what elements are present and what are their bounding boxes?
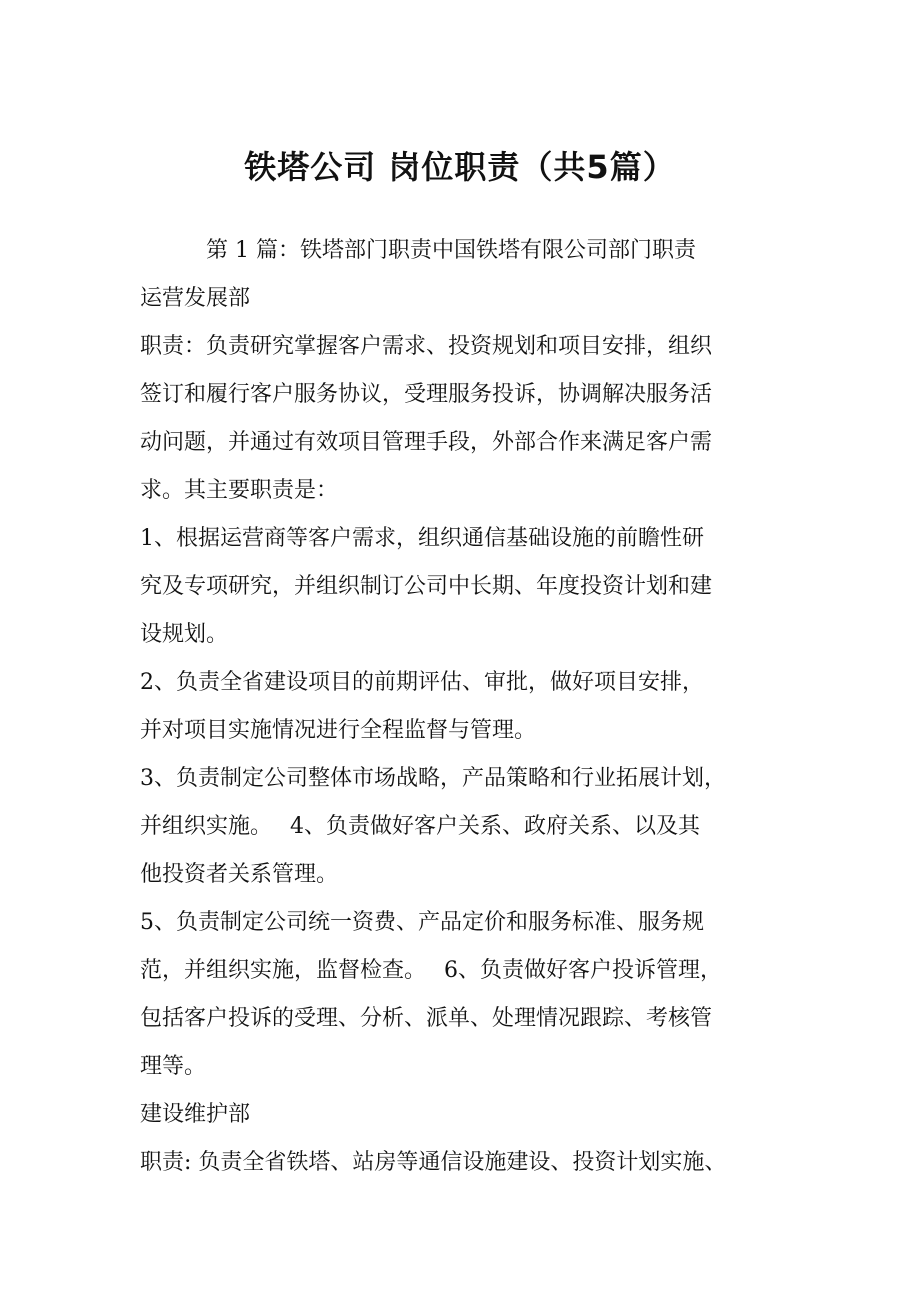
document-body: [140, 227, 805, 1187]
department-name: 运营发展部: [140, 286, 251, 311]
text-line: 动问题，并通过有效项目管理手段，外部合作来满足客户需: [140, 430, 713, 455]
text-line: 究及专项研究，并组织制订公司中长期、年度投资计划和建: [140, 574, 713, 599]
text-line: 求。其主要职责是：: [140, 478, 339, 503]
text-line: 3、负责制定公司整体市场战略，产品策略和行业拓展计划，: [140, 766, 726, 791]
text-line: 职责: 负责全省铁塔、站房等通信设施建设、投资计划实施、: [140, 1150, 727, 1175]
text-line: 签订和履行客户服务协议，受理服务投诉，协调解决服务活: [140, 382, 713, 407]
text-line: 并对项目实施情况进行全程监督与管理。: [140, 718, 537, 743]
text-line: 并组织实施。 4、负责做好客户关系、政府关系、以及其: [140, 814, 700, 839]
text-line: 范，并组织实施，监督检查。 6、负责做好客户投诉管理，: [140, 958, 722, 983]
text-line: 包括客户投诉的受理、分析、派单、处理情况跟踪、考核管: [140, 1006, 713, 1031]
text-line: 他投资者关系管理。: [140, 862, 339, 887]
text-line: 设规划。: [140, 622, 229, 647]
text-line: 2、负责全省建设项目的前期评估、审批，做好项目安排，: [140, 670, 704, 695]
section-heading: 第 1 篇：铁塔部门职责中国铁塔有限公司部门职责: [206, 238, 696, 263]
text-line: 5、负责制定公司统一资费、产品定价和服务标准、服务规: [140, 910, 704, 935]
department-name: 建设维护部: [140, 1102, 251, 1127]
document-title: 铁塔公司 岗位职责（共5篇）: [244, 148, 676, 186]
text-line: 职责：负责研究掌握客户需求、投资规划和项目安排，组织: [140, 334, 713, 359]
text-line: 1、根据运营商等客户需求，组织通信基础设施的前瞻性研: [140, 526, 704, 551]
text-line: 理等。: [140, 1054, 207, 1079]
